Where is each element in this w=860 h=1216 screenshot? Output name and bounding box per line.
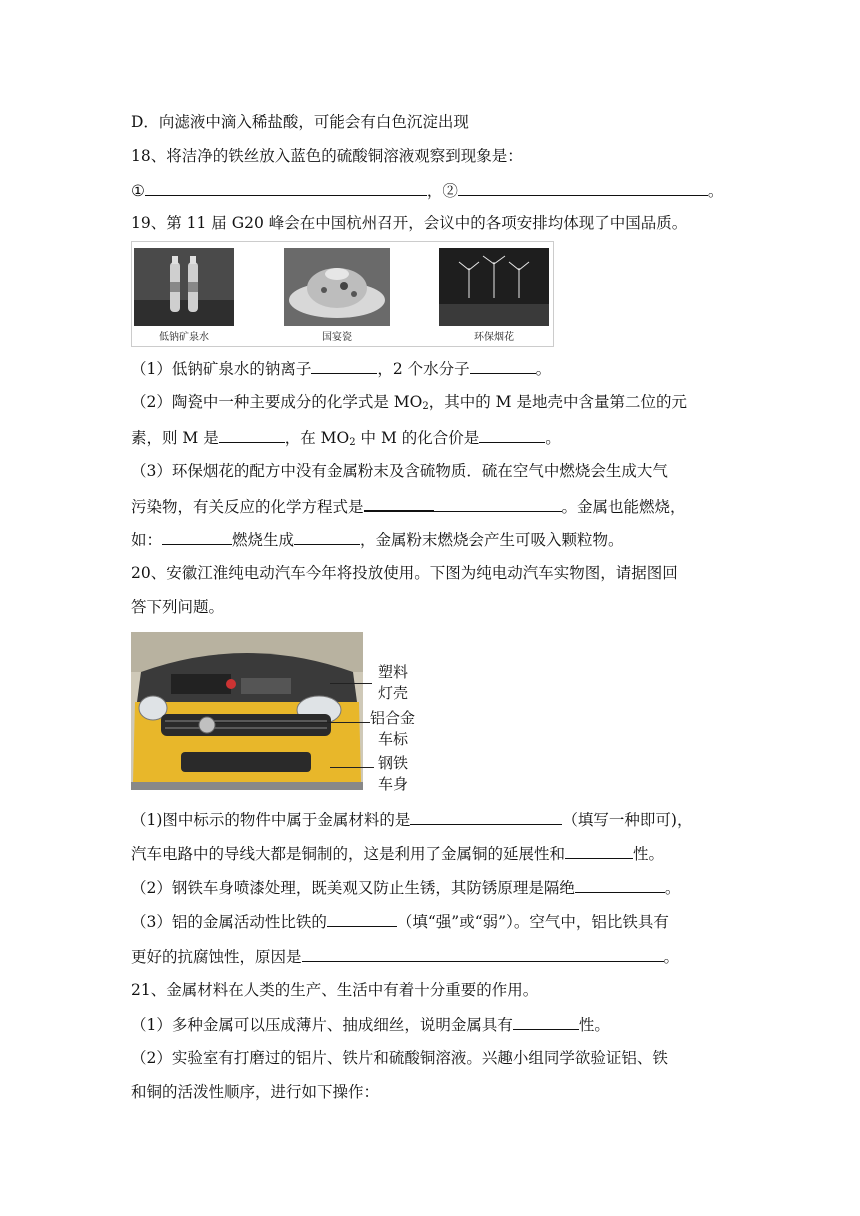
option-d: D．向滤液中滴入稀盐酸，可能会有白色沉淀出现 — [131, 113, 469, 131]
question-20: 20、安徽江淮纯电动汽车今年将投放使用。下图为纯电动汽车实物图，请据图回 — [131, 564, 678, 582]
q21-part2: （2）实验室有打磨过的铝片、铁片和硫酸铜溶液。兴趣小组同学欲验证铝、铁 — [131, 1049, 668, 1067]
blank-metal-material[interactable] — [410, 808, 562, 825]
caption-water: 低钠矿泉水 — [159, 332, 209, 343]
text: ，2 个水分子 — [377, 360, 470, 378]
text: （3）铝的金属活动性比铁的 — [131, 913, 327, 931]
text: 。金属也能燃烧， — [561, 498, 686, 516]
circle-one: ① — [131, 182, 145, 200]
answer-blank-1[interactable] — [145, 179, 427, 196]
blank-valence[interactable] — [479, 426, 545, 443]
blank-equation-right[interactable] — [434, 495, 562, 512]
subscript: 2 — [349, 437, 356, 448]
leader-line-aluminum — [215, 722, 370, 723]
caption-fireworks: 环保烟花 — [474, 332, 514, 343]
text: （1)图中标示的物件中属于金属材料的是 — [131, 811, 411, 829]
question-18-answers — [131, 179, 723, 202]
q20-part3-cont — [131, 945, 679, 968]
text: （1）多种金属可以压成薄片、抽成细丝，说明金属具有 — [131, 1016, 513, 1034]
blank-element-m[interactable] — [219, 426, 285, 443]
text: 中 M 的化合价是 — [355, 429, 480, 447]
caption-porcelain: 国宴瓷 — [322, 332, 352, 343]
q21-part1 — [131, 1013, 610, 1036]
q19-part2-cont — [131, 426, 561, 454]
text: 更好的抗腐蚀性，原因是 — [131, 948, 302, 966]
text: 。 — [535, 360, 552, 378]
text: ，金属粉末燃烧会产生可吸入颗粒物。 — [360, 531, 624, 549]
label-steel: 钢铁 车身 — [378, 754, 409, 793]
subscript: 2 — [422, 401, 429, 412]
text: 。 — [545, 429, 561, 447]
text: 。 — [664, 879, 681, 897]
text: （填写一种即可)， — [562, 811, 693, 829]
q19-part1 — [131, 357, 551, 380]
text: （填“强”或“弱”）。空气中，铝比铁具有 — [396, 913, 669, 931]
label-aluminum-alloy: 铝合金 车标 — [370, 709, 416, 748]
text: （1）低钠矿泉水的钠离子 — [131, 360, 312, 378]
text: 素，则 M 是 — [131, 429, 219, 447]
q20-part1 — [131, 808, 692, 831]
leader-line-plastic — [330, 683, 372, 684]
blank-activity[interactable] — [327, 910, 397, 927]
text: （2）钢铁车身喷漆处理，既美观又防止生锈，其防锈原理是隔绝 — [131, 879, 575, 897]
label-plastic: 塑料 灯壳 — [378, 663, 409, 702]
separator: ，② — [426, 182, 458, 200]
q21-part2-cont: 和铜的活泼性顺序，进行如下操作： — [131, 1083, 380, 1101]
question-19: 19、第 11 届 G20 峰会在中国杭州召开，会议中的各项安排均体现了中国品质。 — [131, 214, 688, 232]
blank-product[interactable] — [294, 528, 360, 545]
leader-line-steel — [330, 767, 374, 768]
text: 。 — [663, 948, 680, 966]
text: （2）陶瓷中一种主要成分的化学式是 MO — [131, 393, 423, 411]
blank-metal-property[interactable] — [513, 1013, 579, 1030]
question-21: 21、金属材料在人类的生产、生活中有着十分重要的作用。 — [131, 981, 539, 999]
blank-sodium-ion[interactable] — [311, 357, 377, 374]
g20-photo-strip — [131, 241, 554, 347]
blank-reason[interactable] — [302, 945, 664, 962]
q19-part3-cont — [131, 494, 686, 518]
text: 性。 — [633, 845, 665, 863]
text: ，在 MO — [284, 429, 350, 447]
text: 燃烧生成 — [232, 531, 295, 549]
text: ，其中的 M 是地壳中含量第二位的元 — [428, 393, 687, 411]
blank-equation-left[interactable] — [364, 494, 434, 512]
blank-rust-prevention[interactable] — [575, 876, 665, 893]
q19-part2 — [131, 391, 687, 418]
q20-part2 — [131, 876, 680, 899]
answer-blank-2[interactable] — [458, 179, 708, 196]
text: 污染物，有关反应的化学方程式是 — [131, 498, 364, 516]
text: 汽车电路中的导线大都是铜制的，这是利用了金属铜的延展性和 — [131, 845, 566, 863]
electric-car-photo — [131, 632, 363, 790]
blank-metal[interactable] — [162, 528, 232, 545]
fireworks-photo — [439, 248, 549, 326]
period: 。 — [707, 182, 724, 200]
q20-part3 — [131, 910, 669, 933]
q19-part3-example — [131, 528, 624, 551]
state-porcelain-photo — [284, 248, 390, 326]
q20-part1-cont — [131, 842, 664, 865]
text: 如： — [131, 531, 163, 549]
text: 性。 — [578, 1016, 610, 1034]
question-20-cont: 答下列问题。 — [131, 598, 225, 616]
blank-copper-property[interactable] — [565, 842, 633, 859]
q19-part3: （3）环保烟花的配方中没有金属粉末及含硫物质．硫在空气中燃烧会生成大气 — [131, 462, 668, 480]
blank-water-molecules[interactable] — [470, 357, 536, 374]
mineral-water-photo — [134, 248, 234, 326]
question-18: 18、将洁净的铁丝放入蓝色的硫酸铜溶液观察到现象是： — [131, 147, 523, 165]
